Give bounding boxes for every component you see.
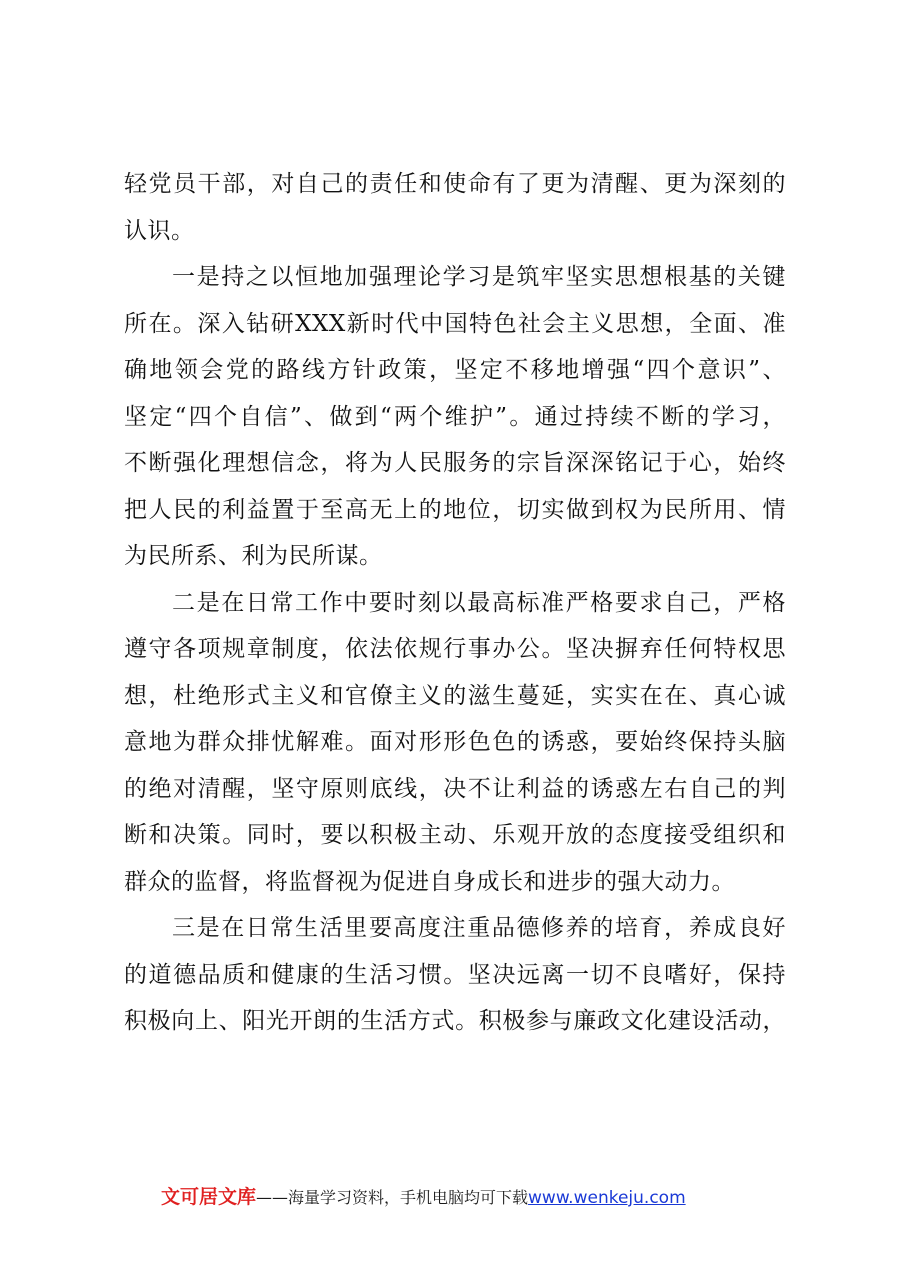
footer-brand: 文可居文库 [161,1186,257,1208]
text-line: 的绝对清醒，坚守原则底线，决不让利益的诱惑左右自己的判 [124,775,786,802]
text-line: 认识。 [124,217,195,244]
paragraph-first-line: 一是持之以恒地加强理论学习是筑牢坚实思想根基的关键 [172,264,786,290]
text-line: 意地为群众排忧解难。面对形形色色的诱惑，要始终保持头脑 [124,729,786,755]
paragraph-first-line: 二是在日常工作中要时刻以最高标准严格要求自己，严格 [172,589,786,616]
text-line: 断和决策。同时，要以积极主动、乐观开放的态度接受组织和 [124,822,786,848]
text-line: 确地领会党的路线方针政策，坚定不移地增强“四个意识”、 [124,357,786,383]
text-line: 为民所系、利为民所谋。 [124,543,383,569]
text-line: 不断强化理想信念，将为人民服务的宗旨深深铭记于心，始终 [124,450,786,476]
text-line: 的道德品质和健康的生活习惯。坚决远离一切不良嗜好，保持 [124,961,786,988]
footer-watermark [161,1180,801,1214]
text-line: 想，杜绝形式主义和官僚主义的滋生蔓延，实实在在、真心诚 [124,682,786,709]
footer-description: ——海量学习资料，手机电脑均可下载 [256,1188,529,1207]
footer-link[interactable]: www.wenkeju.com [528,1188,686,1208]
text-line: 所在。深入钻研XXX新时代中国特色社会主义思想，全面、准 [124,310,786,337]
text-line: 把人民的利益置于至高无上的地位，切实做到权为民所用、情 [124,496,786,523]
text-line: 遵守各项规章制度，依法依规行事办公。坚决摒弃任何特权思 [124,636,786,662]
text-line: 轻党员干部，对自己的责任和使命有了更为清醒、更为深刻的 [124,171,786,197]
text-line: 积极向上、阳光开朗的生活方式。积极参与廉政文化建设活动， [124,1008,786,1034]
text-line: 群众的监督，将监督视为促进自身成长和进步的强大动力。 [124,868,735,895]
text-line: 坚定“四个自信”、做到“两个维护”。通过持续不断的学习， [124,403,786,430]
document-body [124,161,786,1045]
paragraph-first-line: 三是在日常生活里要高度注重品德修养的培育，养成良好 [172,915,786,941]
